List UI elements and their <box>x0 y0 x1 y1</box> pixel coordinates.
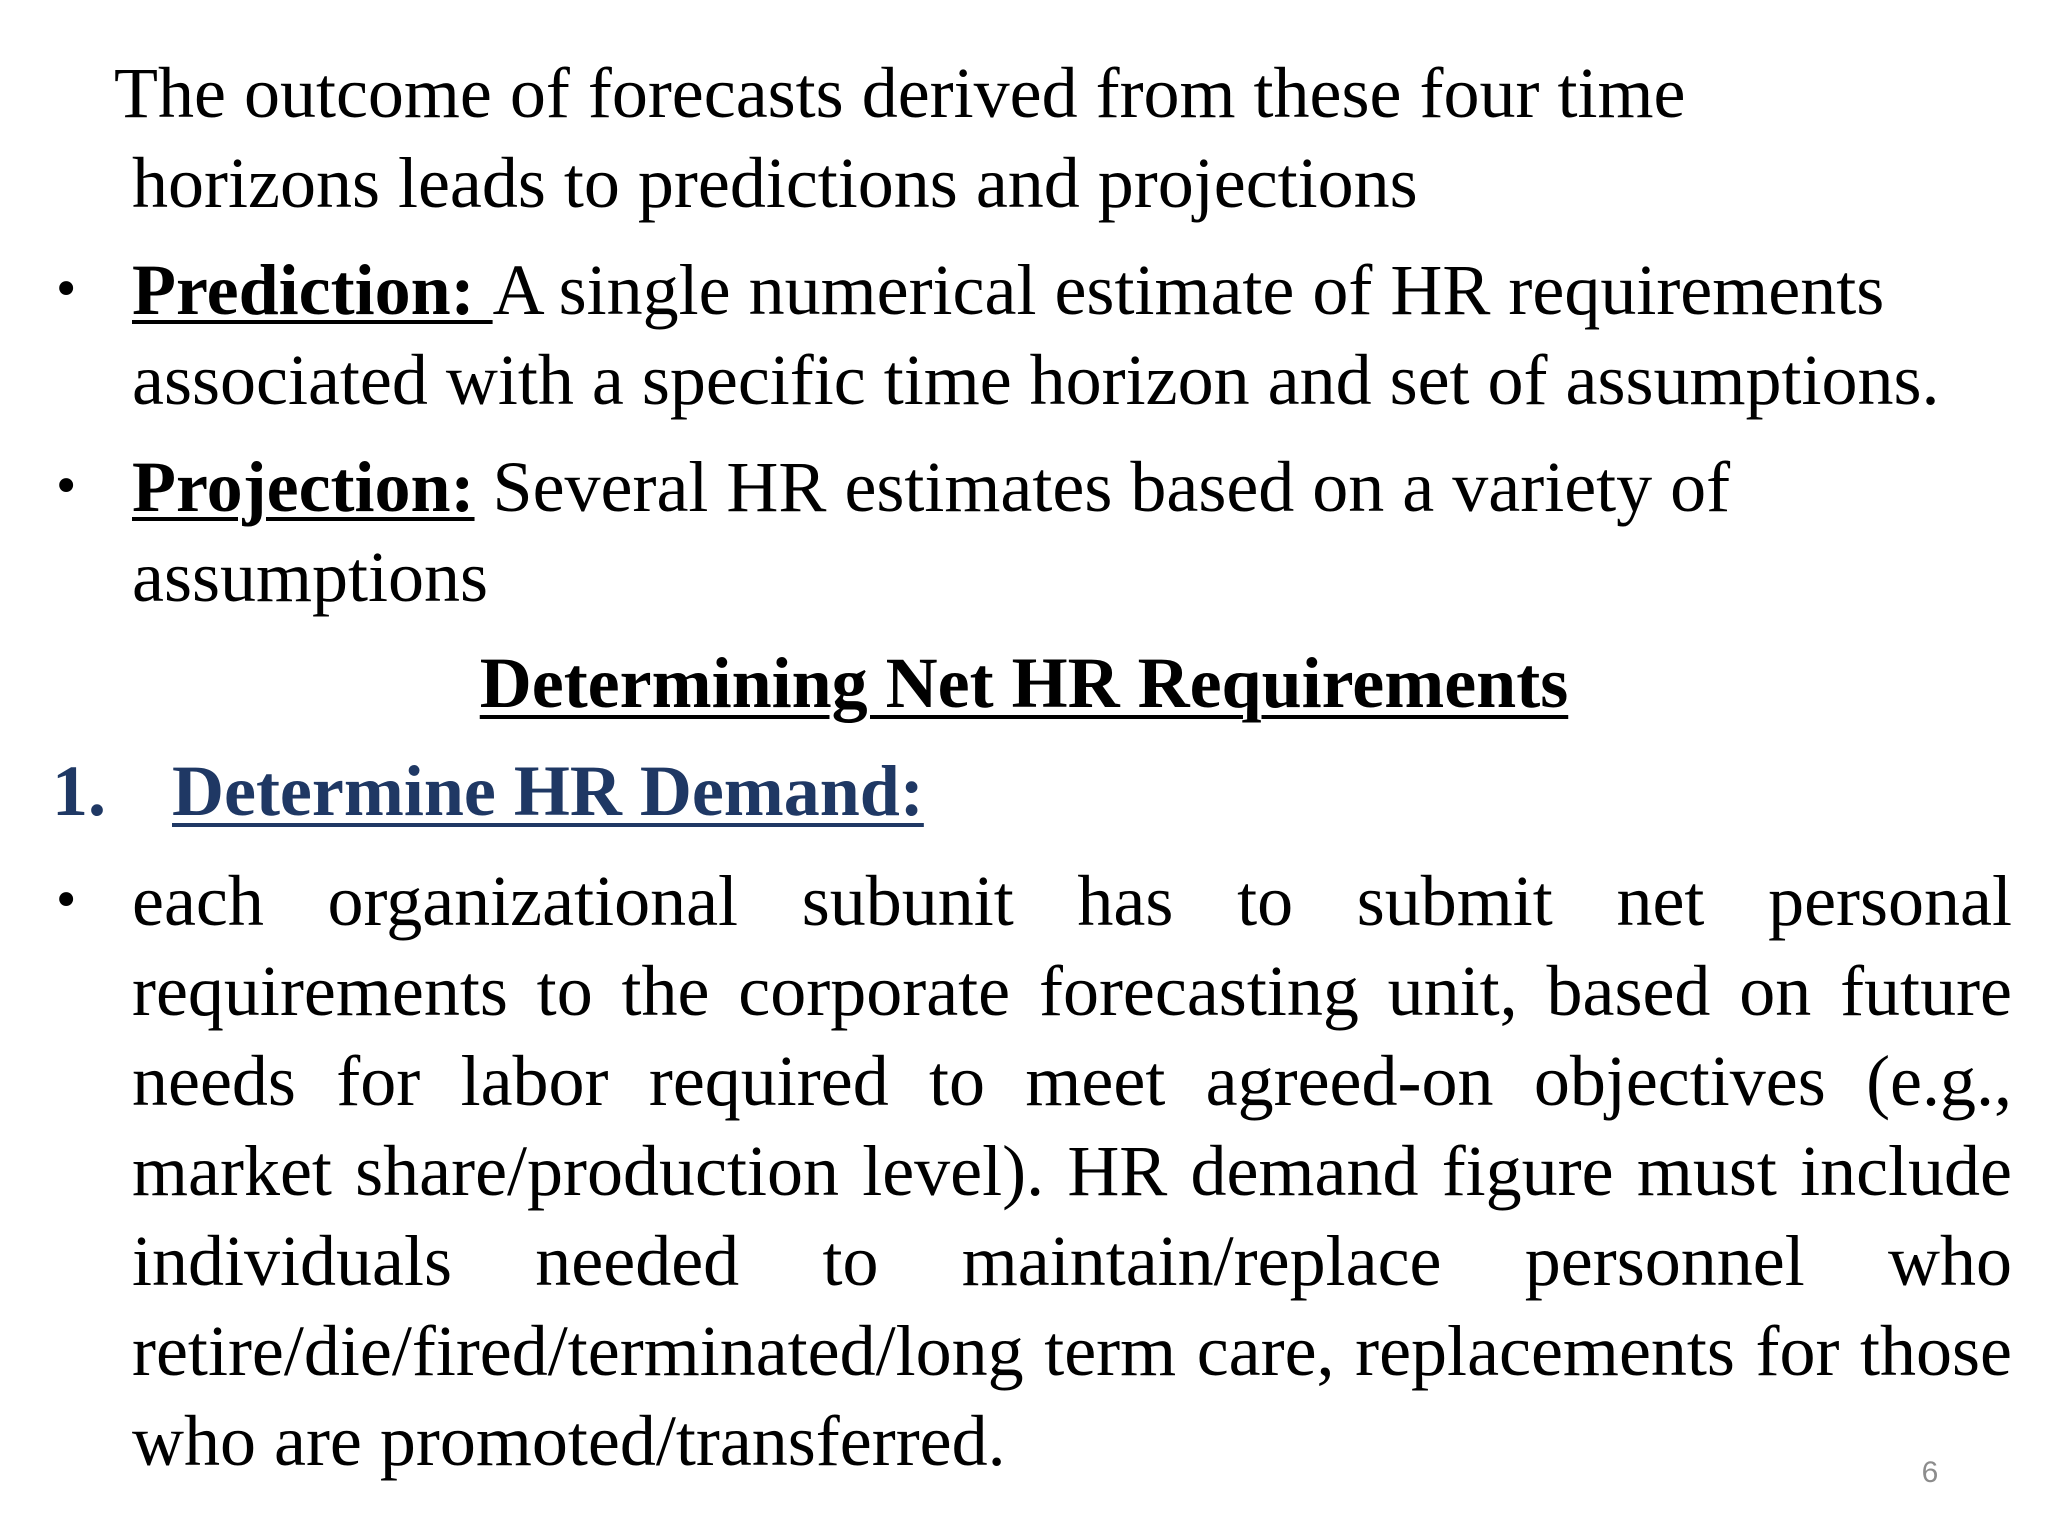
bullet-body <box>132 245 2012 425</box>
definition-prediction: A single numerical estimate of HR requirements associated with a specific time horizon and set of assumptions. <box>132 250 1940 420</box>
hr-demand-text: each organizational subunit has to submit net personal requirements to the corporate forecasting unit, based on future needs for labor required to meet agreed-on objectives (e.g., market share/production level). HR demand figure must include individuals needed to maintain/replace personnel who retire/die/fired/terminated/long term care, replacements for those who are promoted/transferred. <box>132 861 2012 1481</box>
bullet-icon: • <box>52 262 81 318</box>
section-heading: Determining Net HR Requirements <box>479 643 1569 723</box>
bullet-projection <box>52 442 2012 622</box>
definition-projection: Several HR estimates based on a variety of assumptions <box>132 447 1731 617</box>
numbered-heading-number: 1. <box>52 751 106 831</box>
page-number: 6 <box>1921 1456 1939 1489</box>
bullet-hr-demand <box>52 856 2012 1486</box>
bullet-icon: • <box>52 873 81 929</box>
numbered-heading-text: Determine HR Demand: <box>172 751 924 831</box>
bullet-prediction <box>52 245 2012 425</box>
bullet-icon: • <box>52 459 81 515</box>
bullet-body <box>132 442 2012 622</box>
numbered-heading <box>52 746 924 836</box>
intro-paragraph <box>114 48 1994 228</box>
term-prediction: Prediction: <box>132 250 493 330</box>
intro-line-1: The outcome of forecasts derived from these four time <box>114 53 1686 133</box>
term-projection: Projection: <box>132 447 475 527</box>
intro-line-2: horizons leads to predictions and projections <box>132 143 1418 223</box>
